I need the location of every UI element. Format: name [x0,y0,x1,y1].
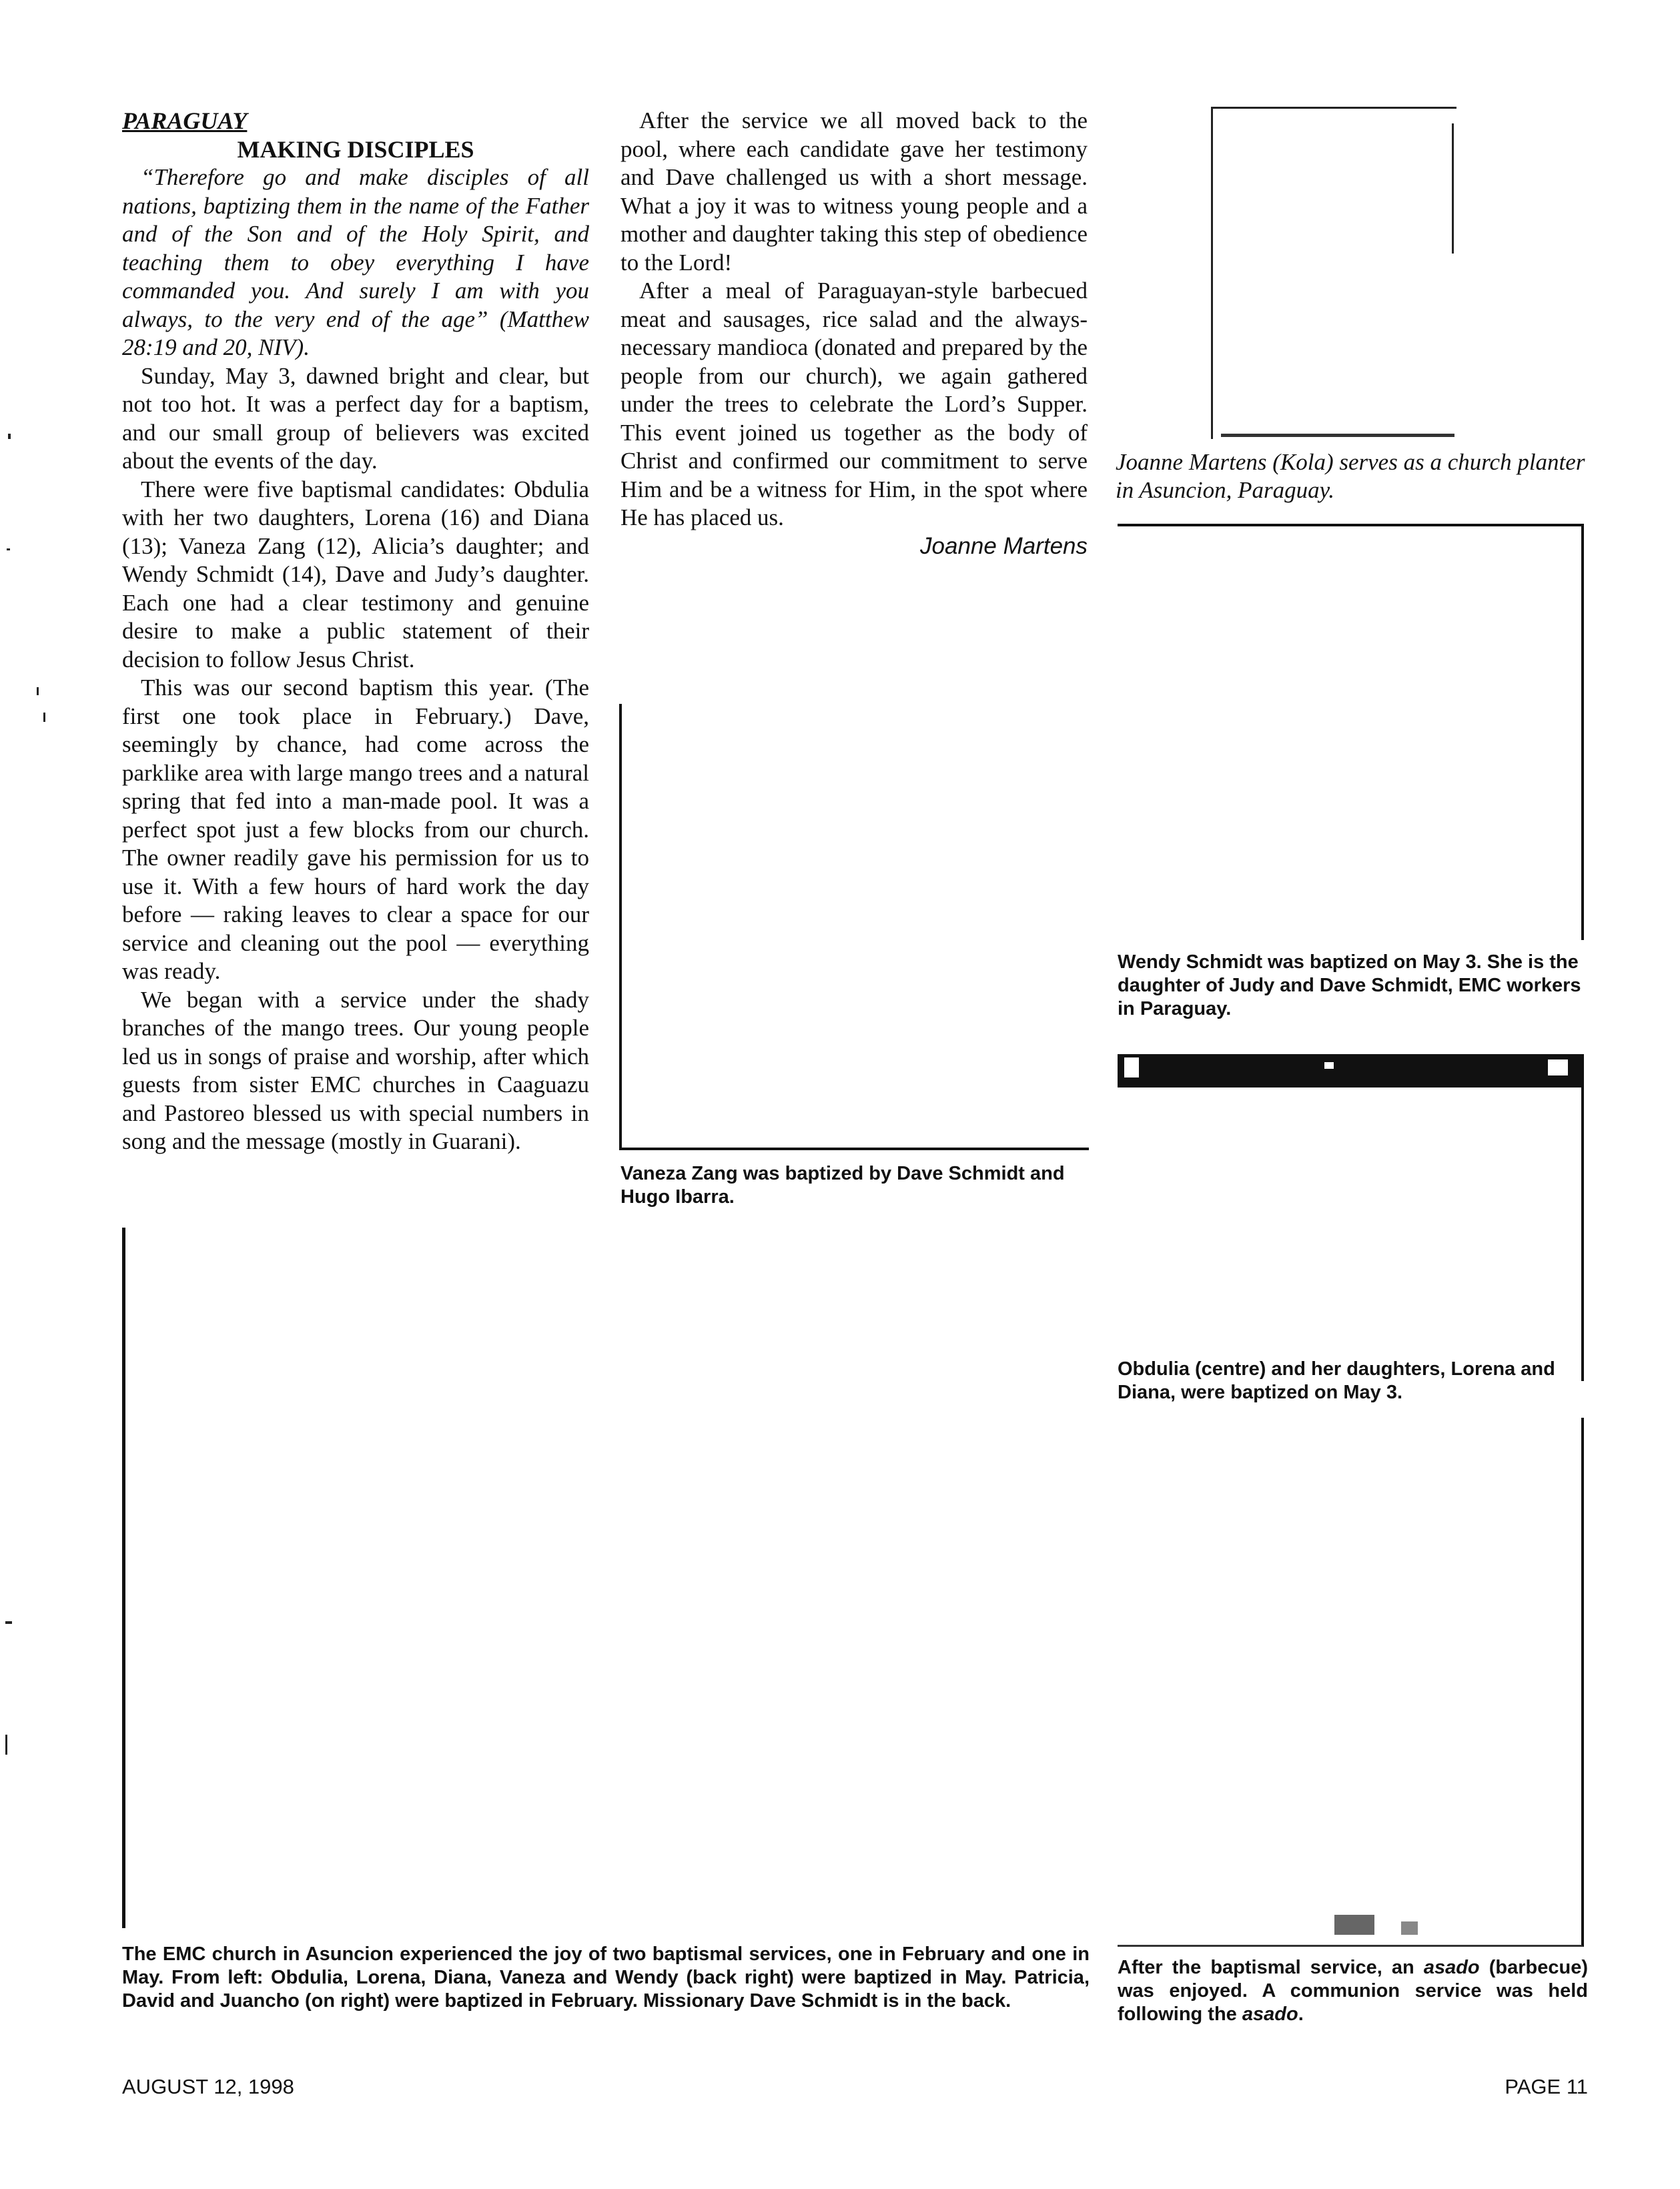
paragraph: There were five baptismal candidates: Obdulia with her two daughters, Lorena (16) and Diana (13); Vaneza Zang (12), Alicia’s daughter; and Wendy Schmidt (14), Dave and Judy’s daughter. Each one had a clear testimony and genuine desire to make a public statement of their decision to follow Jesus Christ. [122,476,589,673]
caption-asado-text: (barbecue) was enjoyed. A communion service was held following the [1118,1957,1588,2025]
photo-edge-mark [1452,123,1454,254]
photo-joanne-martens [1211,107,1456,439]
caption-asado-text: After the baptismal service, an [1118,1957,1424,1978]
caption-obdulia: Obdulia (centre) and her daughters, Lorena and Diana, were baptized on May 3. [1118,1358,1555,1403]
photo-speckle [1401,1921,1418,1935]
article-column-1 [122,107,589,1156]
paragraph: We began with a service under the shady branches of the mango trees. Our young people led us in songs of praise and worship, after which guests from sister EMC churches in Caaguazu and Pastoreo blessed us with special numbers in song and the message (mostly in Guarani). [122,986,589,1154]
scripture-verse: “Therefore go and make disciples of all nations, baptizing them in the name of the Father and of the Son and of the Holy Spirit, and teaching them to obey everything I have commanded you. And surely I am with you always, to the very end of the age” (Matthew 28:19 and 20, NIV). [122,164,589,360]
photo-vaneza-zang [619,704,1089,1150]
caption-asado [1118,1956,1588,2026]
scan-artifact [37,687,39,695]
paragraph: Sunday, May 3, dawned bright and clear, but not too hot. It was a perfect day for a baptism, and our small group of believers was excited about the events of the day. [122,362,589,474]
caption-asado-term: asado [1242,2004,1298,2025]
scan-artifact [5,1735,7,1755]
scan-artifact [5,1621,12,1624]
photo-speckle [1334,1915,1374,1935]
caption-wendy: Wendy Schmidt was baptized on May 3. She is the daughter of Judy and Dave Schmidt, EMC workers in Paraguay. [1118,951,1581,1019]
photo-speckle [1548,1059,1568,1075]
section-heading: PARAGUAY [122,107,248,134]
photo-obdulia-daughters [1118,1054,1584,1381]
footer-date: AUGUST 12, 1998 [122,2075,294,2098]
caption-asado-text: . [1298,2004,1304,2025]
article-title: MAKING DISCIPLES [237,135,474,163]
paragraph: After a meal of Paraguayan-style barbecued meat and sausages, rice salad and the always-necessary mandioca (donated and prepared by the people from our church), we again gathered under the trees to celebrate the Lord’s Supper. This event joined us together as the body of Christ and confirmed our commitment to serve Him and be a witness for Him, in the spot where He has placed us. [620,278,1088,530]
photo-speckle [1124,1057,1139,1077]
scan-artifact [8,434,11,439]
caption-group: The EMC church in Asuncion experienced the joy of two baptismal services, one in February and one in May. From left: Obdulia, Lorena, Diana, Vaneza and Wendy (back right) were baptized in May. Patricia, David and Juancho (on right) were baptized in February. Missionary Dave Schmidt is in the back. [122,1943,1090,2012]
caption-asado-term: asado [1423,1957,1480,1978]
caption-joanne: Joanne Martens (Kola) serves as a church planter in Asuncion, Paraguay. [1116,449,1585,503]
scan-artifact [7,548,10,550]
paragraph: After the service we all moved back to the pool, where each candidate gave her testimony and Dave challenged us with a short message. What a joy it was to witness young people and a mother and daughter taking this step of obedience to the Lord! [620,107,1088,276]
scan-artifact [43,713,45,722]
author-signature: Joanne Martens [920,532,1088,559]
photo-speckle [1324,1062,1334,1069]
photo-edge-mark [1221,434,1454,437]
paragraph: This was our second baptism this year. (The first one took place in February.) Dave, seemingly by chance, had come across the parklike area with large mango trees and a natural spring that fed into a man-made pool. It was a perfect spot just a few blocks from our church. The owner readily gave his permission for us to use it. With a few hours of hard work the day before — raking leaves to clear a space for our service and cleaning out the pool — everything was ready. [122,675,589,984]
footer-page-number: PAGE 11 [1505,2075,1588,2098]
caption-vaneza: Vaneza Zang was baptized by Dave Schmidt and Hugo Ibarra. [620,1163,1065,1208]
photo-church-group [122,1228,1086,1928]
photo-wendy-schmidt [1118,524,1584,940]
photo-asado [1118,1418,1584,1947]
article-column-2 [620,107,1088,560]
